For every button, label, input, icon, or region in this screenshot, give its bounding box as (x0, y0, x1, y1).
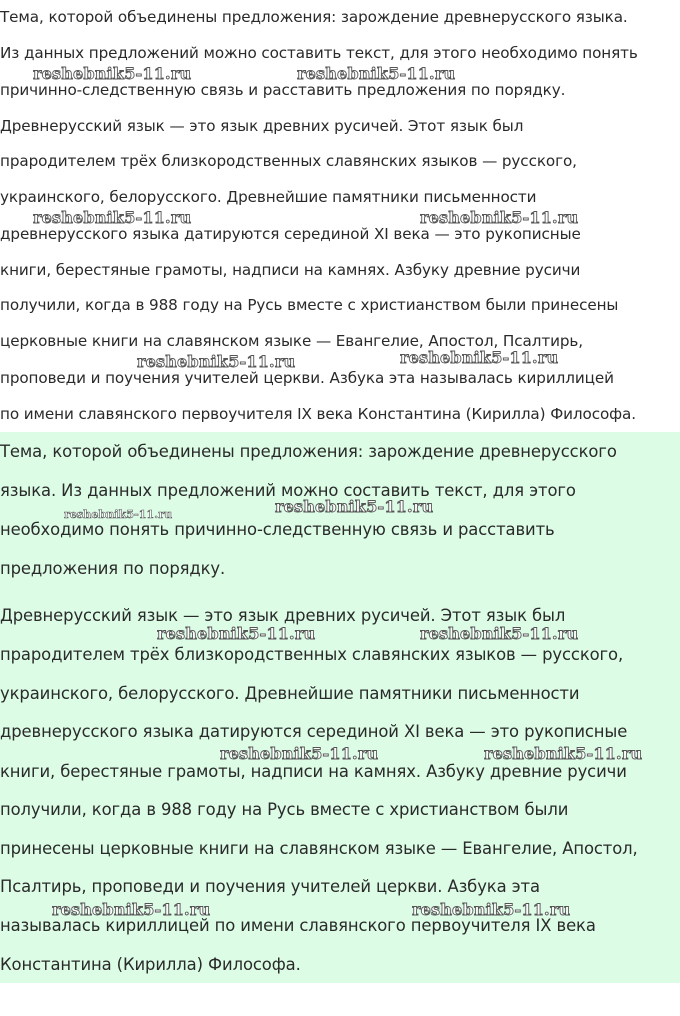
text-line: прародителем трёх близкородственных славянских языков — русского, (0, 152, 577, 170)
watermark: reshebnik5-11.ru (420, 208, 579, 227)
text-line: языка. Из данных предложений можно составить текст, для этого (0, 481, 576, 500)
text-line: древнерусского языка датируются серединой XI века — это рукописные (0, 225, 581, 243)
text-line: украинского, белорусского. Древнейшие памятники письменности (0, 684, 580, 703)
watermark: reshebnik5-11.ru (400, 348, 559, 367)
text-line: необходимо понять причинно-следственную связь и расставить (0, 520, 555, 539)
watermark: reshebnik5-11.ru (137, 352, 296, 371)
watermark: reshebnik5-11.ru (220, 744, 379, 763)
text-line: принесены церковные книги на славянском языке — Евангелие, Апостол, (0, 839, 638, 858)
text-line: Тема, которой объединены предложения: зарождение древнерусского (0, 442, 617, 461)
watermark: reshebnik5-11.ru (157, 624, 316, 643)
text-line: получили, когда в 988 году на Русь вместе с христианством были (0, 800, 569, 819)
watermark: reshebnik5-11.ru (420, 624, 579, 643)
watermark: reshebnik5-11.ru (52, 900, 211, 919)
watermark: reshebnik5-11.ru (33, 208, 192, 227)
watermark: reshebnik5-11.ru (275, 497, 434, 516)
text-line: прародителем трёх близкородственных славянских языков — русского, (0, 645, 624, 664)
text-line: церковные книги на славянском языке — Евангелие, Апостол, Псалтирь, (0, 332, 583, 350)
watermark: reshebnik5-11.ru (484, 744, 643, 763)
text-line: по имени славянского первоучителя IX века Константина (Кирилла) Философа. (0, 405, 636, 423)
text-line: древнерусского языка датируются серединой XI века — это рукописные (0, 722, 628, 741)
text-line: украинского, белорусского. Древнейшие памятники письменности (0, 188, 537, 206)
text-line: предложения по порядку. (0, 559, 226, 578)
text-line: получили, когда в 988 году на Русь вместе с христианством были принесены (0, 296, 619, 314)
watermark: reshebnik5-11.ru (412, 900, 571, 919)
text-line: Псалтирь, проповеди и поучения учителей церкви. Азбука эта (0, 877, 540, 896)
watermark: reshebnik5-11.ru (33, 64, 192, 83)
text-line: Константина (Кирилла) Философа. (0, 955, 301, 974)
text-line: книги, берестяные грамоты, надписи на камнях. Азбуку древние русичи (0, 762, 627, 781)
text-line: причинно-следственную связь и расставить предложения по порядку. (0, 81, 566, 99)
text-line: Древнерусский язык — это язык древних русичей. Этот язык был (0, 117, 524, 135)
text-line: Древнерусский язык — это язык древних русичей. Этот язык был (0, 606, 566, 625)
watermark: reshebnik5-11.ru (297, 64, 456, 83)
text-line: книги, берестяные грамоты, надписи на камнях. Азбуку древние русичи (0, 261, 581, 279)
text-line: Из данных предложений можно составить текст, для этого необходимо понять (0, 44, 638, 62)
text-line: называлась кириллицей по имени славянского первоучителя IX века (0, 916, 596, 935)
watermark: reshebnik5-11.ru (64, 508, 173, 521)
text-line: проповеди и поучения учителей церкви. Азбука эта называлась кириллицей (0, 369, 614, 387)
text-line: Тема, которой объединены предложения: зарождение древнерусского языка. (0, 8, 628, 26)
